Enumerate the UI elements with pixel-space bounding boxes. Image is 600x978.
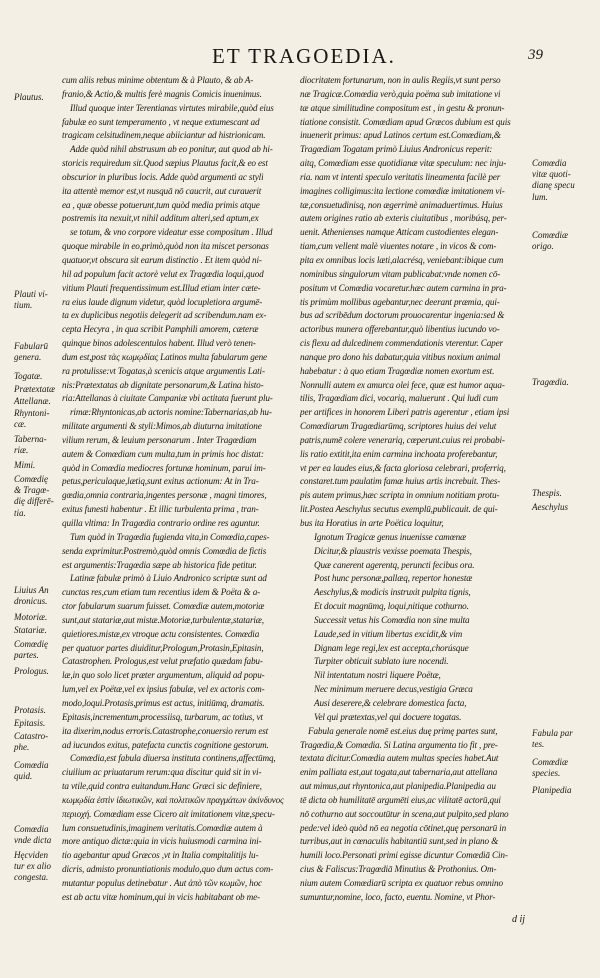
margin-note-comoediae-tragoediae-differentia: Comœdię & Tragœ- dię differē- tia. — [14, 474, 54, 518]
text-line: Aeschylus,& modicis instruxit pulpita tignis, — [314, 587, 471, 598]
margin-note-comoedia-quid: Comœdia quid. — [14, 760, 49, 782]
text-line: tio agebantur apud Græcos ,vt in Italia compitalitijs lu- — [62, 850, 259, 861]
signature-mark: d ij — [512, 914, 526, 925]
text-line: cunctas res,cum etiam tum recentius idem & Poëta & a- — [62, 587, 261, 598]
text-line: dum est,post τὰς κωμῳδίας Latinos multa fabularum gene — [62, 351, 267, 362]
text-line: diocritatem fortunarum, non in aulis Regiis,vt sunt perso — [300, 75, 501, 85]
text-line: habebatur : à quo etiam Tragœdiæ nomen exortum est. — [300, 365, 495, 376]
text-line: tæ,consuetudinisq, non ægerrimè animaduertimus. Huius — [300, 199, 503, 210]
page-header — [0, 44, 600, 72]
text-line: nō cothurno aut soccoutūtur in scena,aut pulpito,sed plano — [300, 808, 509, 819]
margin-note-aeschylus: Aeschylus — [532, 502, 568, 512]
text-line: quilla vltima: In Tragœdia contrario ordine res aguntur. — [62, 518, 260, 528]
text-line: sumuntur,nomine, loco, facto, euentu. Nomine, vt Phor- — [300, 891, 496, 902]
text-line: actoribus munera offerebantur,quò libentius iucundo vo- — [300, 324, 500, 335]
text-line: Quæ canerent agerentq, peruncti fecibus ora. — [314, 559, 475, 570]
margin-note-togatae: Togatæ. — [14, 371, 43, 381]
text-line: uenit. Athenienses namque Atticam custodientes elegan- — [300, 227, 499, 238]
text-line: est argumentis:Tragœdia sæpe ab historica fide petitur. — [62, 559, 257, 570]
text-line: Et docuit magnūmq, loqui,nitique cothurno. — [314, 601, 469, 612]
text-line: ra eius laude dignum videtur, quòd locupletiora argumē- — [62, 296, 263, 307]
text-line: quinque binos adolescentulos habent. Illud verò tenen- — [62, 338, 256, 349]
margin-note-protasis: Protasis. — [14, 705, 46, 715]
text-line: modo,loqui.Protasis,primus est actus, initiūmq, dramatis. — [62, 697, 265, 708]
text-line: sunt,aut statariæ,aut mistæ.Motoriæ,turbulentæ,statariæ, — [62, 614, 264, 625]
text-line: tragicam celsitudinem,neque abiiciantur ad histrionicam. — [62, 130, 266, 141]
margin-note-tragoedia: Tragœdia. — [532, 377, 569, 387]
text-line: per quatuor partes diuiditur,Prologum,Protasin,Epitasin, — [62, 642, 264, 653]
text-line: tiatione consistit. Comœdiam apud Græcos dubium est quis — [300, 116, 511, 127]
text-line: inuenerit primus: apud Latinos certum est.Comœdiam,& — [300, 130, 501, 141]
text-line: ciuilium ac priuatarum rerum:qua discitur quid sit in vi- — [62, 767, 262, 778]
margin-note-thespis: Thespis. — [532, 488, 562, 498]
text-line: franio,& Actio,& multis ferè magnis Comicis inuenimus. — [62, 88, 262, 99]
margin-note-haec-videntur: Hęcviden tur ex alio congesta. — [14, 850, 51, 883]
text-line: textata dicitur.Comœdia autem multas species habet.Aut — [300, 753, 499, 764]
margin-note-rhyntonicae: Rhyntoni- cæ. — [14, 408, 50, 430]
text-line: nanque pro dono his dabatur,quia vitibus noxium animal — [300, 351, 501, 362]
text-line: per artifices in honorem Liberi patris agerentur , etiam ipsi — [300, 407, 510, 418]
text-line: ea , quæ obesse potuerunt,tum quòd media primis atque — [62, 199, 260, 210]
text-line: dicris, admisto pronuntiationis modulo,quo dum actus com- — [62, 864, 274, 875]
text-line: Dicitur,& plaustris vexisse poemata Thespis, — [314, 545, 472, 556]
text-line: Vel qui prætextas,vel qui docuere togatas. — [314, 711, 462, 722]
text-line: gœdia,omnia contraria,ingentes personæ , magni timores, — [62, 490, 267, 501]
text-line: nis:Prætextatas ab dignitate personarum,& Latina histo- — [62, 379, 264, 390]
text-line: Comœdia,est fabula diuersa instituta continens,affectūmq, — [70, 753, 276, 764]
text-line: ria. nam vt intenti speculo veritatis lineamenta facilè per — [300, 171, 501, 182]
margin-note-comoediae-species: Comœdiæ species. — [532, 757, 569, 779]
text-line: ra protulisse:vt Togatas,à scenicis atque argumentis Lati- — [62, 365, 265, 376]
text-line: autem origines ratio ab exteris ciuitatibus , moribúsq, per- — [300, 213, 507, 224]
text-line: hil ad populum facit actorè velut ex Tragœdia loqui,quod — [62, 268, 264, 279]
text-line: Comœdiarum Tragœdiarūmq, scriptores huius dei velut — [300, 421, 497, 432]
page-number: 39 — [528, 47, 543, 63]
text-line: Tum quòd in Tragœdia fugienda vita,in Comœdia,capes- — [70, 531, 270, 542]
text-line: Post hunc personæ,pallæq, repertor honestæ — [314, 573, 473, 584]
text-line: lis ratio extitit,ita enim carmina inchoata proferebantur, — [300, 448, 498, 459]
text-line: quietiores.mistæ,ex vtroque actu consistentes. Comœdia — [62, 628, 260, 639]
text-line: Successit vetus his Comœdia non sine multa — [314, 614, 470, 625]
right-text-column — [300, 74, 534, 905]
text-line: bus ad scribēdum doctorum prouocarentur ingenia:sed & — [300, 310, 505, 321]
text-line: Catastrophen. Prologus,est velut præfatio quædam fabu- — [62, 656, 263, 667]
text-line: nium autem Comœdiarū scripta ex quatuor rebus omnino — [300, 877, 503, 888]
text-line: lit.Postea Aeschylus secutus exemplū,publicauit. de qui- — [300, 504, 498, 515]
text-line: tē dicta ob humilitatē argumēti eius,ac vilitatē actorū,qui — [300, 794, 501, 805]
margin-note-tabernariae: Taberna- riæ. — [14, 434, 47, 456]
text-line: lum consuetudinis,imaginem veritatis.Comœdiæ autem à — [62, 822, 263, 833]
margin-note-epitasis: Epitasis. — [14, 718, 46, 728]
text-line: rimæ:Rhyntonicas,ab actoris nomine:Tabernarias,ab hu- — [70, 407, 272, 418]
text-line: ctor fabularum suarum fuisset. Comœdiæ autem,motoriæ — [62, 601, 265, 612]
margin-note-planipedia: Planipedia — [532, 785, 572, 795]
text-line: obscurior in pluribus locis. Adde quòd argumenti ac stylì — [62, 171, 264, 182]
text-line: ria:Attellanas à ciuitate Campaniæ vbi actitata fuerunt plu- — [62, 393, 273, 404]
text-line: autem & Comœdiam cum multa,tum in primis hoc distat: — [62, 448, 264, 459]
margin-note-plautus: Plautus. — [14, 92, 44, 102]
text-line: fabulæ eo sunt temperamento , vt neque extumescant ad — [62, 116, 260, 127]
text-line: ta ex duplicibus negotiis delegerit ad scribendum.nam ex- — [62, 310, 267, 321]
text-line: pede:vel ideò quòd nō ea negotia cōtinet,quę personarū in — [300, 822, 507, 833]
text-line: Nil intentatum nostri liquere Poëtæ, — [314, 670, 441, 681]
margin-note-comoedia-speculum: Comœdia vitæ quoti- dianę specu lum. — [532, 158, 575, 202]
margin-note-comoediae-origo: Comœdiæ origo. — [532, 230, 569, 252]
margin-note-prologus: Prologus. — [14, 666, 49, 676]
text-line: pita ex omnibus locis læti,alacrésq, veniebant:ibique cum — [300, 254, 504, 265]
margin-note-motoriae: Motoriæ. — [14, 612, 48, 622]
text-line: positum vt Comœdia vocaretur.hæc autem carmina in pra- — [300, 282, 507, 293]
text-line: Tragœdia,& Comœdia. Si Latina argumenta tio fit , pre- — [300, 739, 498, 750]
text-line: vt per ea laudes eius,& facta gloriosa celebrari, proferriq, — [300, 462, 506, 473]
text-line: cum aliis rebus minime obtentum & à Plauto, & ab A- — [62, 75, 254, 85]
text-line: lum,vel ex Poëtæ,vel ex ipsius fabulæ, vel ex actoris com- — [62, 684, 265, 695]
text-line: Fabula generale nomē est.eius duę primę partes sunt, — [308, 725, 498, 736]
text-line: ad iucundos exitus, patefacta cunctis cognitione gestorum. — [62, 739, 269, 750]
text-line: enim palliata est,aut togata,aut tabernaria,aut attellana — [300, 767, 498, 778]
text-line: tilis, Tragœdiam dici, vocariq, maluerunt . Qui ludi cum — [300, 393, 498, 404]
margin-note-fabula-partes: Fabula par tes. — [532, 728, 573, 750]
text-line: se totum, & vno corpore videatur esse compositum . Illud — [70, 227, 273, 238]
text-line: tæ atque similitudine compositum est , in gestu & pronun- — [300, 102, 505, 113]
text-line: Ignotum Tragicæ genus inuenisse camœnæ — [314, 531, 467, 542]
text-line: quoque mirabile in eo,primò,quòd non ita miscet personas — [62, 241, 269, 252]
text-line: quòd in Comœdia mediocres fortunæ hominum, parui im- — [62, 462, 266, 473]
text-line: tis primùm mollibus agebantur,nec deerant præmia, qui- — [300, 296, 500, 307]
text-line: læ,in quo solo licet præter argumentum, aliquid ad popu- — [62, 670, 265, 681]
text-line: petus,periculaque,lætiq,sunt exitus actionum: At in Tra- — [62, 476, 259, 487]
margin-note-plauti-vitium: Plauti vi- tium. — [14, 289, 48, 311]
text-line: Dignam lege regi,lex est accepta,chorúsque — [314, 642, 469, 653]
text-line: humili loco.Personati primi egisse dicuntur Comœdiā Cin- — [300, 850, 508, 861]
text-line: ta vtile,quid contra euitandum.Hanc Græci sic definiere, — [62, 781, 262, 792]
text-line: pis autem primus,hæc scripta in omnium notitiam protu- — [300, 490, 500, 501]
text-line: Tragœdiam Togatam primò Liuius Andronicus reperit: — [300, 144, 493, 155]
text-line: Ausi deserere,& celebrare domestica facta, — [314, 697, 467, 708]
text-line: cis flexu ad dulcedinem commendationis vterentur. Caper — [300, 338, 503, 349]
text-line: bus ita Horatius in arte Poëtica loquitur, — [300, 518, 444, 528]
margin-note-fabularum-genera: Fabularū genera. — [14, 341, 49, 363]
text-line: exitus funesti habentur . Et illic turbulenta prima , tran- — [62, 504, 259, 515]
text-line: senda exprimitur.Postremò,quòd omnis Comœdia de fictis — [62, 545, 267, 556]
running-title: ET TRAGOEDIA. — [212, 44, 396, 68]
text-line: tiam,cum vellent malè viuentes notare , in vicos & com- — [300, 241, 497, 252]
text-line: Nonnulli autem ex amurca olei fece, quæ est humor aqua- — [300, 379, 505, 390]
text-line: Nec minimum meruere decus,vestigia Græca — [314, 684, 473, 695]
text-line: Laude,sed in vitium libertas excidit,& vim — [314, 628, 463, 639]
text-line: ita attentè memor est,vt nusquā nō caucrit, aut curauerit — [62, 185, 262, 196]
text-line: quatuor,vt obscura sit earum distinctio . Et item quòd ni- — [62, 254, 262, 265]
text-line: ita dixerim,nodus erroris.Catastrophe,conuersio rerum est — [62, 725, 269, 736]
margin-note-attellanae: Attellanæ. — [14, 396, 51, 406]
text-line: Illud quoque inter Terentianas virtutes mirabile,quòd eius — [70, 102, 274, 113]
text-line: mutantur populus detinebatur . Aut ἀπὸ τῶν κωμῶν, hoc — [62, 877, 262, 888]
text-line: more antiquo dictæ:quia in vicis huiusmodi carmina ini- — [62, 836, 262, 847]
left-text-column — [62, 74, 302, 905]
text-line: nominibus singulorum vitam publicabat:vnde nomen cō- — [300, 268, 501, 279]
text-line: storicis requiredum sit.Quod sæpius Plautus facit,& eo est — [62, 158, 268, 169]
margin-note-comoedia-unde-dicta: Comœdia vnde dicta — [14, 824, 52, 846]
text-line: est ab actu vitæ hominum,qui in vicis habitabant ob me- — [62, 891, 260, 902]
margin-note-statariae: Statariæ. — [14, 625, 47, 635]
margin-note-mimi: Mimi. — [14, 460, 36, 470]
text-line: postremis ita nexuit,vt nihil additum alteri,sed aptum,ex — [62, 213, 259, 224]
margin-note-catastrophe: Catastro- phe. — [14, 731, 49, 753]
text-line: imagines colligimus:ita lectione comœdiæ imitationem vi- — [300, 185, 505, 196]
text-line: aitq, Comœdiam esse quotidianæ vitæ speculum: nec inju- — [300, 158, 507, 169]
text-line: patris,numē colere venerariq, cœperunt.cuius rei probabi- — [300, 434, 505, 445]
text-line: περιοχή. Comœdiam esse Cicero ait imitationem vitæ,specu- — [62, 808, 275, 819]
text-line: constaret.tum paulatim famæ huius artis increbuit. Thes- — [300, 476, 501, 487]
margin-note-livius-andronicus: Liuius An dronicus. — [14, 585, 49, 607]
text-line: næ Tragicæ.Comœdia verò,quia poëma sub imitatione vi — [300, 88, 501, 99]
text-line: turribus,aut in cœnaculis habitantiū sunt,sed in plano & — [300, 836, 499, 847]
text-line: aut mimus,aut rhyntonica,aut planipedia.Planipedia au — [300, 781, 496, 792]
text-line: Epitasis,incrementum,processiisq, turbarum, ac totius, vt — [62, 711, 263, 722]
text-line: Turpiter obticuit sublato iure nocendi. — [314, 656, 449, 667]
text-line: vitium Plauti frequentissimum est.Illud etiam inter cæte- — [62, 282, 261, 293]
margin-note-comoediae-partes: Comœdię partes. — [14, 639, 49, 661]
text-line: Latinæ fabulæ primò à Liuio Andronico scriptæ sunt ad — [70, 573, 267, 584]
text-line: vilium rerum, & leuium personarum . Inter Tragœdiam — [62, 434, 257, 445]
text-line: Adde quòd nihil abstrusum ab eo ponitur, aut quod ab hi- — [70, 144, 273, 155]
text-line: cius & Faliscus:Tragœdiā Minutius & Prothonius. Om- — [300, 864, 497, 875]
margin-note-praetextatae: Prætextatæ — [14, 384, 55, 394]
text-line: militate argumenti & styli:Mimos,ab diuturna imitatione — [62, 421, 262, 432]
text-line: κωμῳδία ἐστὶν ἰδιωτικῶν, καὶ πολιτικῶν πραγμάτων ἀκίνδυνος — [62, 794, 284, 805]
text-line: cepta Hecyra , in qua scribit Pamphili amorem, cæteræ — [62, 324, 259, 335]
